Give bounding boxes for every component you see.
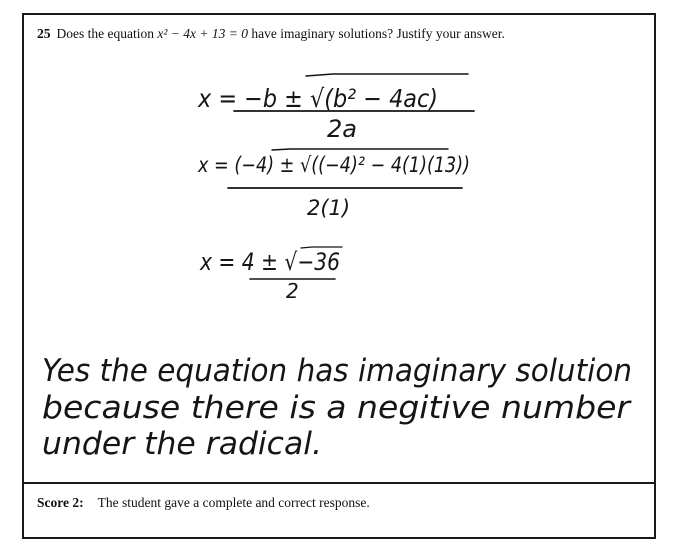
- work-line-1-numerator: x = −b ± √(b² − 4ac): [197, 84, 438, 113]
- radical-bar-1: [306, 74, 468, 76]
- question-number: 25: [37, 26, 51, 41]
- question-equation: x² − 4x + 13 = 0: [157, 26, 248, 41]
- work-line-2-numerator: x = (−4) ± √((−4)² − 4(1)(13)): [197, 153, 470, 177]
- score-text: The student gave a complete and correct response.: [97, 495, 370, 510]
- work-line-2-denominator: 2(1): [307, 196, 351, 220]
- work-line-2: [197, 149, 470, 220]
- score-label: Score 2:: [37, 495, 84, 510]
- work-line-1-denominator: 2a: [327, 115, 357, 143]
- work-line-3: [199, 247, 342, 303]
- question-text-before: Does the equation: [56, 26, 158, 41]
- work-line-3-numerator: x = 4 ± √−36: [199, 248, 340, 276]
- work-line-3-denominator: 2: [286, 279, 299, 303]
- written-explanation: [42, 353, 632, 462]
- answer-line-2: because there is a negitive number: [42, 390, 633, 426]
- work-line-1: [197, 74, 474, 143]
- answer-line-1: Yes the equation has imaginary solution: [42, 353, 632, 389]
- score-divider: [22, 482, 656, 484]
- radical-bar-2: [272, 149, 448, 150]
- answer-line-3: under the radical.: [42, 426, 322, 462]
- question-text-after: have imaginary solutions? Justify your answer.: [247, 26, 505, 41]
- score-section: [37, 495, 370, 511]
